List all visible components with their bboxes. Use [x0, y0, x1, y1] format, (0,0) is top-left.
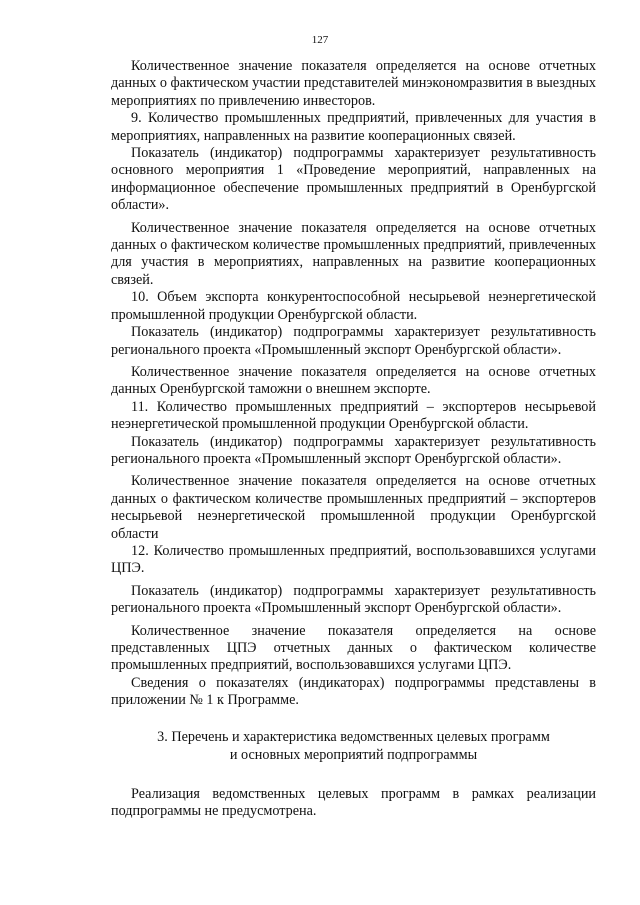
- paragraph: Показатель (индикатор) подпрограммы характеризует результативность регионального проекта «Промышленный экспорт Оренбургской области».: [111, 433, 596, 467]
- section-heading-line: и основных мероприятий подпрограммы: [229, 746, 478, 763]
- document-body: [111, 58, 596, 820]
- paragraph: Количественное значение показателя определяется на основе отчетных данных о фактическом количестве промышленных предприятий, привлеченных для участия в мероприятиях, направленных на развитие кооперационных связей.: [111, 219, 596, 288]
- final-paragraph: Реализация ведомственных целевых программ в рамках реализации подпрограммы не предусмотрена.: [111, 785, 596, 820]
- paragraph: 12. Количество промышленных предприятий, воспользовавшихся услугами ЦПЭ.: [111, 542, 596, 577]
- paragraph: Показатель (индикатор) подпрограммы характеризует результативность регионального проекта «Промышленный экспорт Оренбургской области».: [111, 324, 596, 358]
- paragraph: 9. Количество промышленных предприятий, привлеченных для участия в мероприятиях, направленных на развитие кооперационных связей.: [111, 110, 596, 144]
- paragraph: Количественное значение показателя определяется на основе отчетных данных Оренбургской таможни о внешнем экспорте.: [111, 363, 596, 398]
- section-heading: [111, 728, 596, 764]
- paragraph: 11. Количество промышленных предприятий – экспортеров несырьевой неэнергетической промышленной продукции Оренбургской области.: [111, 398, 596, 433]
- paragraph: Количественное значение показателя определяется на основе представленных ЦПЭ отчетных данных о фактическом количестве промышленных предприятий, воспользовавшихся услугами ЦПЭ.: [111, 622, 596, 674]
- paragraph: Количественное значение показателя определяется на основе отчетных данных о фактическом участии представителей минэкономразвития в выездных мероприятиях по привлечению инвесторов.: [111, 58, 596, 109]
- paragraph: 10. Объем экспорта конкурентоспособной несырьевой неэнергетической промышленной продукции Оренбургской области.: [111, 289, 596, 323]
- paragraph: Сведения о показателях (индикаторах) подпрограммы представлены в приложении № 1 к Программе.: [111, 674, 596, 709]
- paragraph: Показатель (индикатор) подпрограммы характеризует результативность регионального проекта «Промышленный экспорт Оренбургской области».: [111, 582, 596, 617]
- page-number: 127: [311, 34, 329, 46]
- paragraph: Показатель (индикатор) подпрограммы характеризует результативность основного мероприятия 1 «Проведение мероприятий, направленных на информационное обеспечение промышленных предприятий в Оренбургской области».: [111, 145, 596, 214]
- section-heading-line: 3. Перечень и характеристика ведомственных целевых программ: [157, 728, 550, 745]
- paragraph: Количественное значение показателя определяется на основе отчетных данных о фактическом количестве промышленных предприятий – экспортеров несырьевой неэнергетической промышленной продукции Оренбургской области: [111, 473, 596, 542]
